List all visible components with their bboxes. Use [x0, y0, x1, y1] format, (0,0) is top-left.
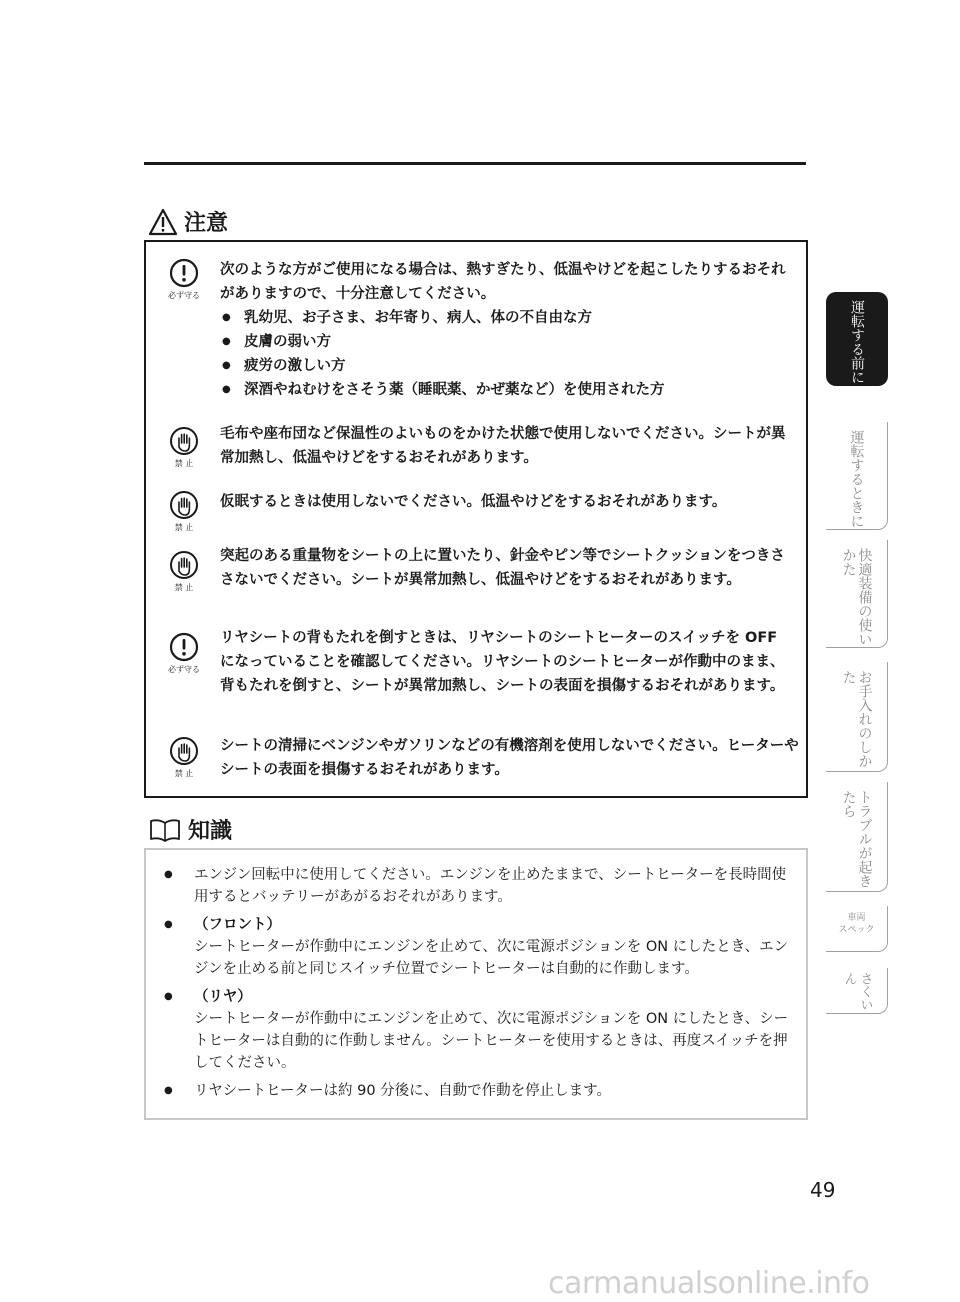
tab-troubleshooting[interactable] — [826, 782, 888, 892]
tab-while-driving[interactable] — [826, 422, 888, 530]
caution-box — [144, 240, 808, 798]
list-item — [160, 914, 790, 980]
tab-label: 運転するときに — [848, 430, 865, 528]
tab-label: 車両 スペック — [838, 913, 875, 935]
tab-index[interactable] — [826, 968, 888, 1014]
page-number: 49 — [810, 1178, 836, 1202]
tab-comfort-equipment[interactable] — [826, 540, 888, 648]
tab-label: お手入れのしかた — [840, 670, 873, 768]
prohibit-badge — [164, 426, 204, 469]
info-box — [144, 848, 808, 1120]
subheading: ● （フロント） — [194, 917, 281, 933]
must-observe-badge — [164, 632, 204, 675]
prohibit-hand-icon — [169, 490, 199, 520]
tab-label: トラブルが起きたら — [840, 790, 873, 888]
prohibit-hand-icon — [169, 736, 199, 766]
caution-text: 仮眠するときは使用しないでください。低温やけどをするおそれがあります。 — [220, 494, 727, 510]
icon-caption: 禁 止 — [174, 459, 194, 468]
tab-before-driving[interactable] — [826, 292, 888, 386]
list-item-text: シートヒーターが作動中にエンジンを止めて、次に電源ポジションを ON にしたとき、シートヒーターは自動的に作動しません。シートヒーターを使用するときは、再度スイッチを押してください。 — [194, 1011, 789, 1071]
watermark: carmanualsonline.info — [548, 1266, 870, 1301]
must-observe-badge — [164, 258, 204, 301]
icon-caption: 禁 止 — [174, 523, 194, 532]
top-rule — [144, 162, 806, 165]
caution-text: リヤシートの背もたれを倒すときは、リヤシートのシートヒーターのスイッチを OFF になっていることを確認してください。リヤシートのシートヒーターが作動中のまま、背もたれを倒すと、シートが異常加熱し、シートの表面を損傷するおそれがあります。 — [220, 630, 785, 694]
caution-text: 毛布や座布団など保温性のよいものをかけた状態で使用しないでください。シートが異常加熱し、低温やけどをするおそれがあります。 — [220, 426, 786, 466]
list-item: ● エンジン回転中に使用してください。エンジンを止めたままで、シートヒーターを長時間使用するとバッテリーがあがるおそれがあります。 — [160, 864, 790, 908]
list-item: ● 疲労の激しい方 — [220, 354, 794, 378]
list-item: ● 皮膚の弱い方 — [220, 330, 794, 354]
caution-title: 注意 — [184, 211, 229, 236]
prohibit-hand-icon — [169, 426, 199, 456]
open-book-icon — [148, 817, 182, 843]
tab-label: さくいん — [841, 972, 873, 1011]
icon-caption: 必ず守る — [168, 291, 200, 300]
tab-maintenance[interactable] — [826, 662, 888, 772]
caution-heading — [148, 206, 228, 237]
list-item — [160, 986, 790, 1074]
exclamation-circle-icon — [169, 632, 199, 662]
list-item: ● リヤシートヒーターは約 90 分後に、自動で作動を停止します。 — [160, 1080, 790, 1102]
list-item: ● 乳幼児、お子さま、お年寄り、病人、体の不自由な方 — [220, 306, 794, 330]
prohibit-badge — [164, 736, 204, 779]
tab-label: 運転する前に — [849, 300, 865, 384]
caution-text: 次のような方がご使用になる場合は、熱すぎたり、低温やけどを起こしたりするおそれがありますので、十分注意してください。 — [220, 262, 786, 302]
caution-bullet-list — [220, 306, 794, 402]
caution-text: シートの清掃にベンジンやガソリンなどの有機溶剤を使用しないでください。ヒーターやシートの表面を損傷するおそれがあります。 — [220, 738, 799, 778]
list-item: ● 深酒やねむけをさそう薬（睡眠薬、かぜ薬など）を使用された方 — [220, 378, 794, 402]
info-title: 知識 — [188, 819, 233, 844]
icon-caption: 禁 止 — [174, 769, 194, 778]
list-item-text: シートヒーターが作動中にエンジンを止めて、次に電源ポジションを ON にしたとき、エンジンを止める前と同じスイッチ位置でシートヒーターは自動的に作動します。 — [194, 939, 789, 977]
prohibit-hand-icon — [169, 550, 199, 580]
info-heading — [148, 814, 232, 845]
tab-vehicle-specs[interactable] — [826, 906, 888, 952]
warning-triangle-icon — [148, 208, 178, 236]
icon-caption: 禁 止 — [174, 583, 194, 592]
caution-text: 突起のある重量物をシートの上に置いたり、針金やピン等でシートクッションをつきささないでください。シートが異常加熱し、低温やけどをするおそれがあります。 — [220, 548, 785, 588]
prohibit-badge — [164, 490, 204, 533]
exclamation-circle-icon — [169, 258, 199, 288]
tab-label: 快適装備の使いかた — [840, 548, 873, 646]
prohibit-badge — [164, 550, 204, 593]
icon-caption: 必ず守る — [168, 665, 200, 674]
subheading: ● （リヤ） — [194, 989, 252, 1005]
info-list — [160, 864, 790, 1108]
